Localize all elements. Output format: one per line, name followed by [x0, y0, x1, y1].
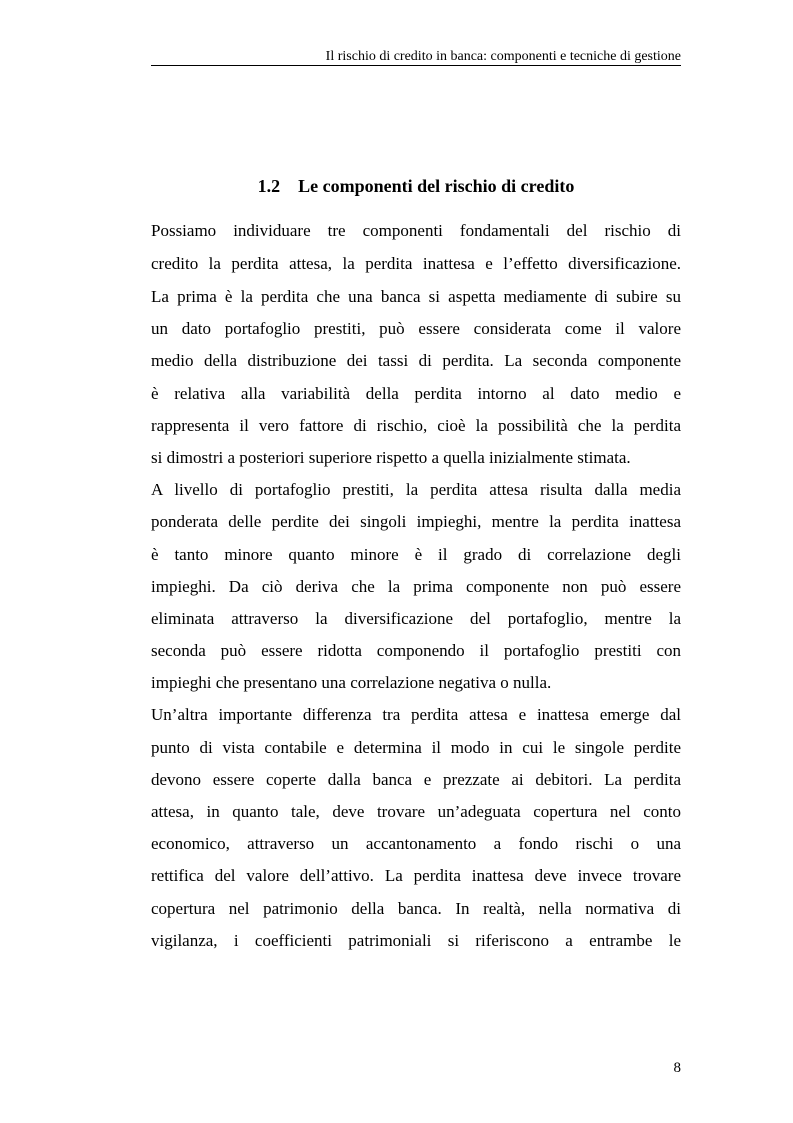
section-title: Le componenti del rischio di credito	[298, 176, 575, 196]
body-line: credito la perdita attesa, la perdita inattesa e l’effetto diversificazione.	[151, 254, 681, 273]
body-line: impieghi che presentano una correlazione negativa o nulla.	[151, 673, 552, 692]
body-line: ponderata delle perdite dei singoli impieghi, mentre la perdita inattesa	[151, 512, 681, 531]
body-line: copertura nel patrimonio della banca. In realtà, nella normativa di	[151, 899, 681, 918]
header-rule	[151, 65, 681, 66]
body-line: eliminata attraverso la diversificazione del portafoglio, mentre la	[151, 609, 681, 628]
body-line: si dimostri a posteriori superiore rispetto a quella inizialmente stimata.	[151, 448, 631, 467]
page-number: 8	[673, 1060, 681, 1076]
section-heading	[151, 174, 681, 198]
body-line: A livello di portafoglio prestiti, la perdita attesa risulta dalla media	[151, 480, 681, 499]
body-line: Possiamo individuare tre componenti fondamentali del rischio di	[151, 221, 681, 240]
section-number: 1.2	[257, 176, 281, 196]
body-line: è tanto minore quanto minore è il grado di correlazione degli	[151, 545, 681, 564]
body-line: un dato portafoglio prestiti, può essere considerata come il valore	[151, 319, 681, 338]
body-line: medio della distribuzione dei tassi di perdita. La seconda componente	[151, 351, 681, 370]
body-line: rappresenta il vero fattore di rischio, cioè la possibilità che la perdita	[151, 416, 681, 435]
body-line: rettifica del valore dell’attivo. La perdita inattesa deve invece trovare	[151, 866, 681, 885]
body-line: attesa, in quanto tale, deve trovare un’adeguata copertura nel conto	[151, 802, 681, 821]
body-line: devono essere coperte dalla banca e prezzate ai debitori. La perdita	[151, 770, 681, 789]
body-line: economico, attraverso un accantonamento a fondo rischi o una	[151, 834, 681, 853]
running-header: Il rischio di credito in banca: componenti e tecniche di gestione	[325, 49, 681, 64]
body-line: punto di vista contabile e determina il modo in cui le singole perdite	[151, 738, 681, 757]
body-line: seconda può essere ridotta componendo il portafoglio prestiti con	[151, 641, 681, 660]
body-line: vigilanza, i coefficienti patrimoniali si riferiscono a entrambe le	[151, 931, 681, 950]
body-line: Un’altra importante differenza tra perdita attesa e inattesa emerge dal	[151, 705, 681, 724]
body-line: è relativa alla variabilità della perdita intorno al dato medio e	[151, 384, 681, 403]
body-line: impieghi. Da ciò deriva che la prima componente non può essere	[151, 577, 681, 596]
body-line: La prima è la perdita che una banca si aspetta mediamente di subire su	[151, 287, 681, 306]
